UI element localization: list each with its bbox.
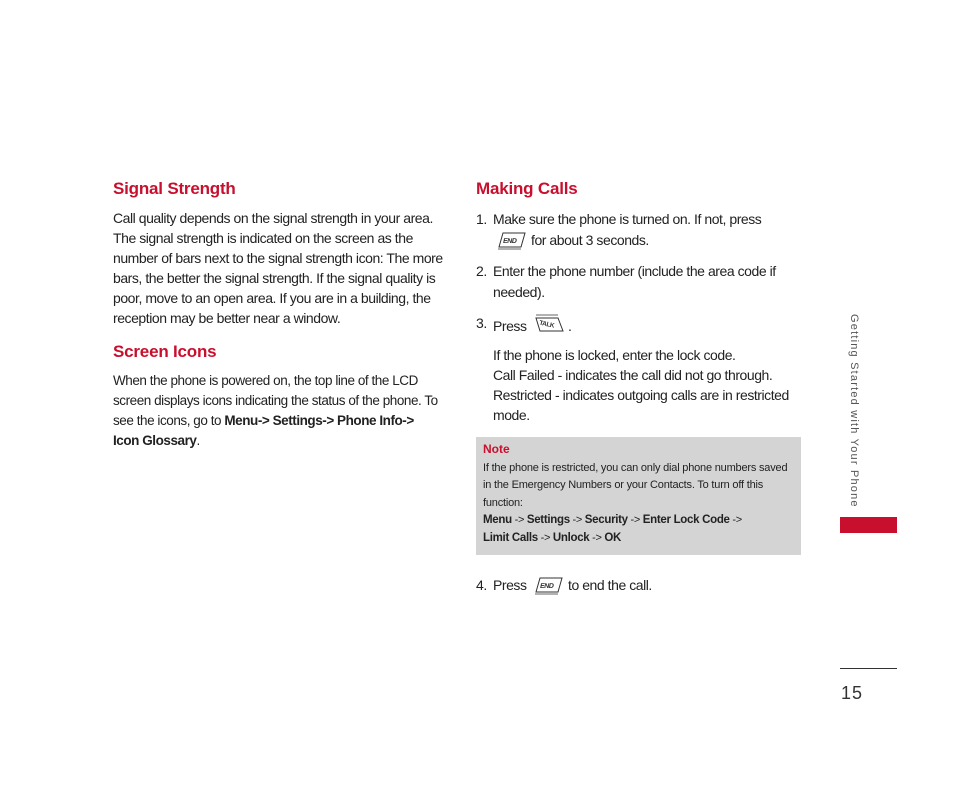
left-column — [113, 178, 443, 451]
page-number-rule — [840, 668, 897, 669]
step-2: 2. Enter the phone number (include the area code if needed). — [476, 263, 776, 300]
end-key-icon — [497, 230, 527, 250]
icon-glossary-path: Menu-> Settings-> Phone Info-> Icon Glossary — [113, 413, 414, 448]
signal-strength-heading: Signal Strength — [113, 179, 236, 198]
svg-text:TALK: TALK — [538, 319, 555, 330]
call-failed-text: Call Failed - indicates the call did not go through. — [493, 366, 773, 383]
screen-icons-heading: Screen Icons — [113, 342, 217, 361]
note-menu-path: Menu -> Settings -> Security -> Enter Lock Code -> Limit Calls -> Unlock -> OK — [483, 514, 742, 544]
step-3: 3. Press TALK . — [476, 315, 572, 334]
chapter-side-label: Getting Started with Your Phone — [848, 314, 860, 508]
note-box — [476, 437, 801, 556]
restricted-text: Restricted - indicates outgoing calls are in restricted mode. — [493, 386, 789, 423]
locked-text: If the phone is locked, enter the lock code. — [493, 346, 736, 363]
end-key-icon — [534, 575, 564, 595]
note-title: Note — [483, 441, 510, 456]
note-text: If the phone is restricted, you can only dial phone numbers saved in the Emergency Numbers or your Contacts. To turn off this function: — [483, 461, 788, 509]
step-1: 1. Make sure the phone is turned on. If not, press END for about 3 seconds. — [476, 211, 762, 248]
talk-key-icon — [534, 313, 564, 333]
step-4: 4. Press END to end the call. — [476, 577, 652, 593]
svg-text:END: END — [539, 583, 555, 590]
right-column — [476, 178, 806, 596]
svg-text:END: END — [502, 237, 518, 245]
chapter-tab-marker — [840, 517, 897, 533]
signal-strength-body: Call quality depends on the signal strength in your area. The signal strength is indicated on the screen as the number of bars next to the signal strength icon: The more bars, the better the signal strength. If the signal quality is poor, move to an open area. If you are in a building, the reception may be better near a window. — [113, 210, 443, 326]
page-number: 15 — [841, 683, 864, 703]
making-calls-heading: Making Calls — [476, 179, 578, 198]
screen-icons-body: When the phone is powered on, the top line of the LCD screen displays icons indicating the status of the phone. To see the icons, go to Menu-> Settings-> Phone Info-> Icon Glossary. — [113, 373, 438, 448]
